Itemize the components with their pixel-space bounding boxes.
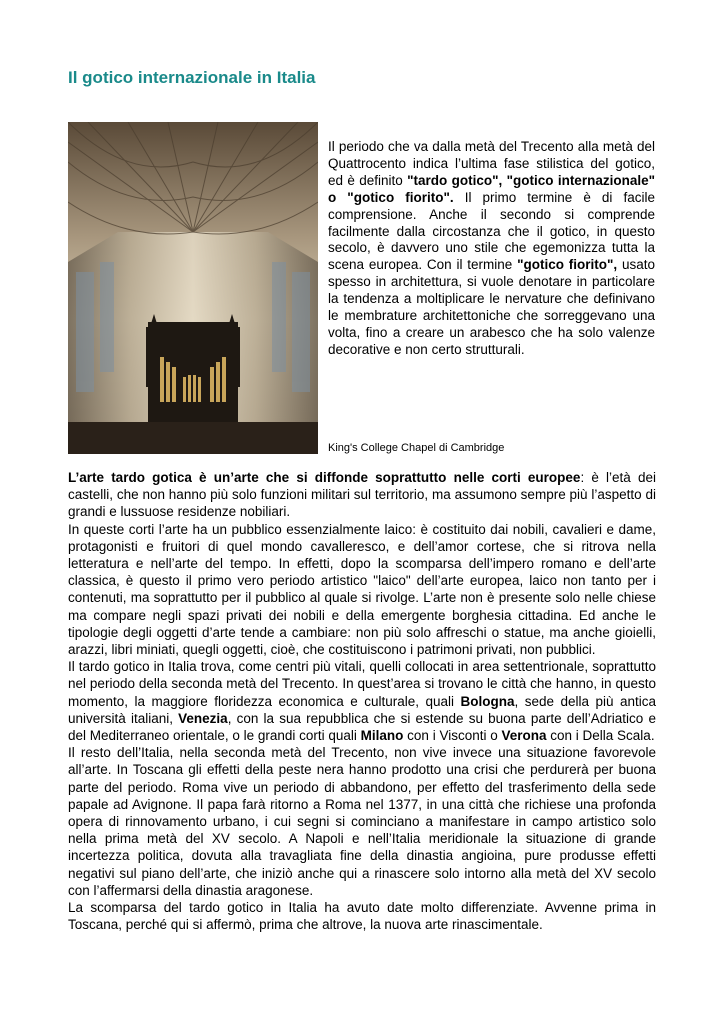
paragraph-4: Il resto dell’Italia, nella seconda metà del Trecento, non vive invece una situazione favorevole all’arte. In Toscana gli effetti della peste nera hanno prodotto una crisi che perdurerà per buona parte del periodo. Roma vive un periodo di abbandono, per effetto del trasferimento della sede papale ad Avignone. Il papa farà ritorno a Roma nel 1377, in una città che richiese una profonda opera di rinnovamento urbano, i cui segni si cominciano a manifestare in campo artistico solo nella prima metà del XV secolo. A Napoli e nell’Italia meridionale la situazione di grande incertezza politica, dovuta alla travagliata fine della dinastia angioina, pure produsse effetti negativi sul piano dell’arte, che iniziò anche qui a rinascere solo intorno alla metà del XV secolo con l’affermarsi della dinastia aragonese. xyxy=(68,745,656,898)
body-text xyxy=(68,469,656,933)
paragraph-3: Il tardo gotico in Italia trova, come centri più vitali, quelli collocati in area settentrionale, soprattutto nel periodo della seconda metà del Trecento. In quest’area si trovano le città che hanno, in questo momento, la maggiore floridezza economica e culturale, quali Bologna, sede della più antica università italiani, Venezia, con la sua repubblica che si estende su buona parte dell’Adriatico e del Mediterraneo orientale, o le grandi corti quali Milano con i Visconti o Verona con i Della Scala. xyxy=(68,659,656,744)
paragraph-5: La scomparsa del tardo gotico in Italia ha avuto date molto differenziate. Avvenne prima in Toscana, perché qui si affermò, prima che altrove, la nuova arte rinascimentale. xyxy=(68,900,656,933)
intro-paragraph: Il periodo che va dalla metà del Trecento alla metà del Quattrocento indica l’ultima fase stilistica del gotico, ed è definito "tardo gotico", "gotico internazionale" o "gotico fiorito". Il primo termine è di facile comprensione. Anche il secondo si comprende facilmente dalla circostanza che il gotico, in questo secolo, è davvero uno stile che egemonizza tutta la scena europea. Con il termine "gotico fiorito", usato spesso in architettura, si vuole denotare in particolare la tendenza a moltiplicare le nervature che definivano le membrature architettoniche che sorreggevano una volta, fino a creare un arabesco che ha solo valenze decorative e non certo strutturali. xyxy=(328,139,655,357)
page-title: Il gotico internazionale in Italia xyxy=(68,68,316,87)
paragraph-2: In queste corti l’arte ha un pubblico essenzialmente laico: è costituito dai nobili, cavalieri e dame, protagonisti e fruitori di quel mondo cavalleresco, e dell’amor cortese, che si ritrova nella letteratura e nell’arte del tempo. In effetti, dopo la scomparsa dell’impero romano e dell’arte classica, è questo il primo vero periodo artistico "laico" dell’arte europea, laico non tanto per i contenuti, ma soprattutto per il pubblico al quale si rivolge. L’arte non è presente solo nelle chiese ma compare negli spazi privati dei nobili e della emergente borghesia cittadina. Ed anche le tipologie degli oggetti d’arte tende a cambiare: non più solo affreschi o statue, ma anche gioielli, arazzi, libri miniati, quegli oggetti, cioè, che costituiscono i patrimoni privati, non pubblici. xyxy=(68,521,656,658)
chapel-photo xyxy=(68,122,318,454)
paragraph-1: L’arte tardo gotica è un’arte che si diffonde soprattutto nelle corti europee: è l’età dei castelli, che non hanno più solo funzioni militari sul territorio, ma assumono sempre più l’aspetto di grandi e lussuose residenze nobiliari. xyxy=(68,470,657,520)
image-caption: King's College Chapel di Cambridge xyxy=(328,442,505,454)
